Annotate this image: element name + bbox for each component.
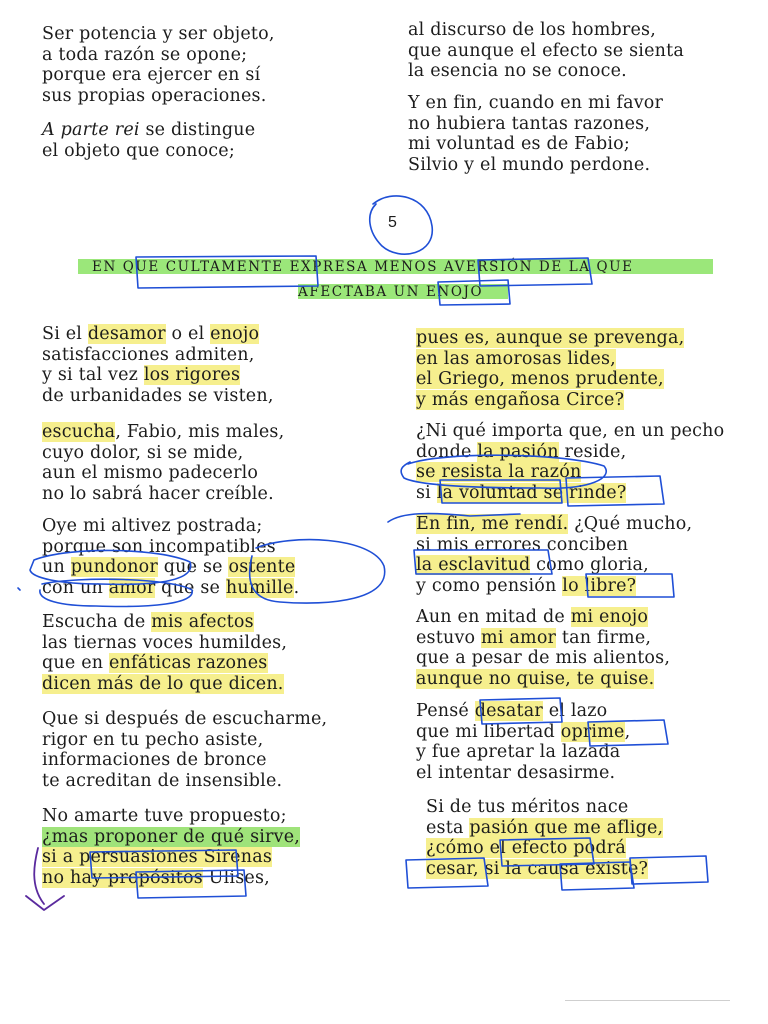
verse-line: ¿cómo el efecto podrá (426, 838, 626, 858)
stanza (416, 607, 670, 689)
verse-line: y más engañosa Circe? (416, 389, 625, 410)
verse-line: mi voluntad es de Fabio; (408, 134, 630, 154)
stanza (42, 516, 299, 598)
verse-line: en las amorosas lides, (416, 348, 616, 369)
ink-dot (18, 588, 20, 590)
stanza (42, 324, 274, 406)
stanza (416, 514, 692, 596)
verse-line: escucha, Fabio, mis males, (42, 422, 285, 442)
verse-line: que mi libertad oprime, (416, 721, 631, 742)
verse-line: Si de tus méritos nace (426, 797, 629, 817)
stanza (416, 328, 684, 410)
verse-line: Que si después de escucharme, (42, 709, 328, 729)
verse-line: que aunque el efecto se sienta (408, 40, 684, 61)
verse-line: a toda razón se opone; (42, 44, 248, 65)
verse-line: de urbanidades se visten, (42, 385, 274, 406)
stanza (408, 20, 684, 82)
verse-line: si la voluntad se rinde? (416, 482, 627, 503)
verse-line: En fin, me rendí. ¿Qué mucho, (416, 514, 693, 534)
verse-line: ¿Ni qué importa que, en un pecho (416, 421, 725, 441)
page-number-circle (370, 196, 433, 254)
verse-line: te acreditan de insensible. (42, 770, 283, 791)
verse-line: cuyo dolor, si se mide, (42, 442, 244, 463)
verse-line: sus propias operaciones. (42, 85, 267, 106)
verse-line: y fue apretar la lazada (416, 742, 621, 762)
verse-line: al discurso de los hombres, (408, 20, 656, 40)
verse-line: y si tal vez los rigores (42, 365, 241, 385)
verse-line: se resista la razón (416, 462, 582, 482)
verse-line: dicen más de lo que dicen. (42, 673, 284, 694)
stanza (408, 93, 663, 175)
verse-line: pues es, aunque se prevenga, (416, 328, 685, 348)
verse-line: No amarte tuve propuesto; (42, 806, 287, 826)
poem-title-line-1: EN QUE CULTAMENTE EXPRESA MENOS AVERSIÓN DE LA QUE (92, 259, 634, 275)
verse-line: si mis errores conciben (416, 534, 629, 555)
stanza (42, 709, 327, 791)
poem-title-line-2: AFECTABA UN ENOJO (298, 284, 484, 300)
verse-line: la esencia no se conoce. (408, 61, 627, 81)
verse-line: aun el mismo padecerlo (42, 463, 259, 483)
verse-line: que en enfáticas razones (42, 653, 268, 673)
verse-line: las tiernas voces humildes, (42, 632, 288, 653)
verse-line: que a pesar de mis alientos, (416, 648, 671, 668)
verse-line: el objeto que conoce; (42, 140, 235, 161)
verse-line: esta pasión que me aflige, (426, 817, 664, 838)
verse-line: y como pensión lo libre? (416, 575, 637, 596)
stanza (42, 24, 275, 106)
verse-line: ¿mas proponer de qué sirve, (42, 826, 301, 847)
verse-line: Aun en mitad de mi enojo (416, 607, 649, 627)
page-number: 5 (388, 214, 397, 231)
stanza (42, 806, 300, 888)
verse-line: rigor en tu pecho asiste, (42, 729, 264, 750)
verse-line: un pundonor que se ostente (42, 557, 296, 577)
verse-line: el Griego, menos prudente, (416, 369, 664, 389)
verse-line: aunque no quise, te quise. (416, 668, 655, 689)
verse-line: porque era ejercer en sí (42, 65, 261, 85)
latin-phrase: A parte rei (42, 120, 140, 140)
verse-line: Escucha de mis afectos (42, 612, 254, 632)
verse-line: Si el desamor o el enojo (42, 324, 260, 344)
verse-line: Y en fin, cuando en mi favor (408, 93, 664, 113)
stanza (42, 120, 255, 161)
stanza (42, 612, 287, 694)
verse-line: informaciones de bronce (42, 750, 267, 770)
verse-line: con un amor que se humille. (42, 577, 300, 598)
page-edge (565, 1000, 730, 1001)
verse-line: no lo sabrá hacer creíble. (42, 483, 274, 504)
verse-line: satisfacciones admiten, (42, 344, 255, 365)
verse-line: Oye mi altivez postrada; (42, 516, 263, 536)
stanza (416, 421, 724, 503)
stanza (416, 701, 630, 783)
stanza (42, 422, 284, 504)
verse-line: no hubiera tantas razones, (408, 113, 651, 134)
verse-line: no hay propósitos Ulises, (42, 867, 270, 888)
verse-line: el intentar desasirme. (416, 762, 616, 783)
verse-line: A parte rei se distingue (42, 120, 256, 140)
verse-line: cesar, si la causa existe? (426, 858, 649, 879)
verse-line: Ser potencia y ser objeto, (42, 24, 275, 44)
verse-line: la esclavitud como gloria, (416, 555, 649, 575)
verse-line: donde la pasión reside, (416, 441, 627, 462)
verse-line: Pensé desatar el lazo (416, 701, 608, 721)
stanza (426, 797, 663, 879)
verse-line: si a persuasiones Sirenas (42, 847, 273, 867)
verse-line: porque son incompatibles (42, 536, 276, 557)
verse-line: estuvo mi amor tan firme, (416, 627, 652, 648)
verse-line: Silvio y el mundo perdone. (408, 154, 651, 175)
